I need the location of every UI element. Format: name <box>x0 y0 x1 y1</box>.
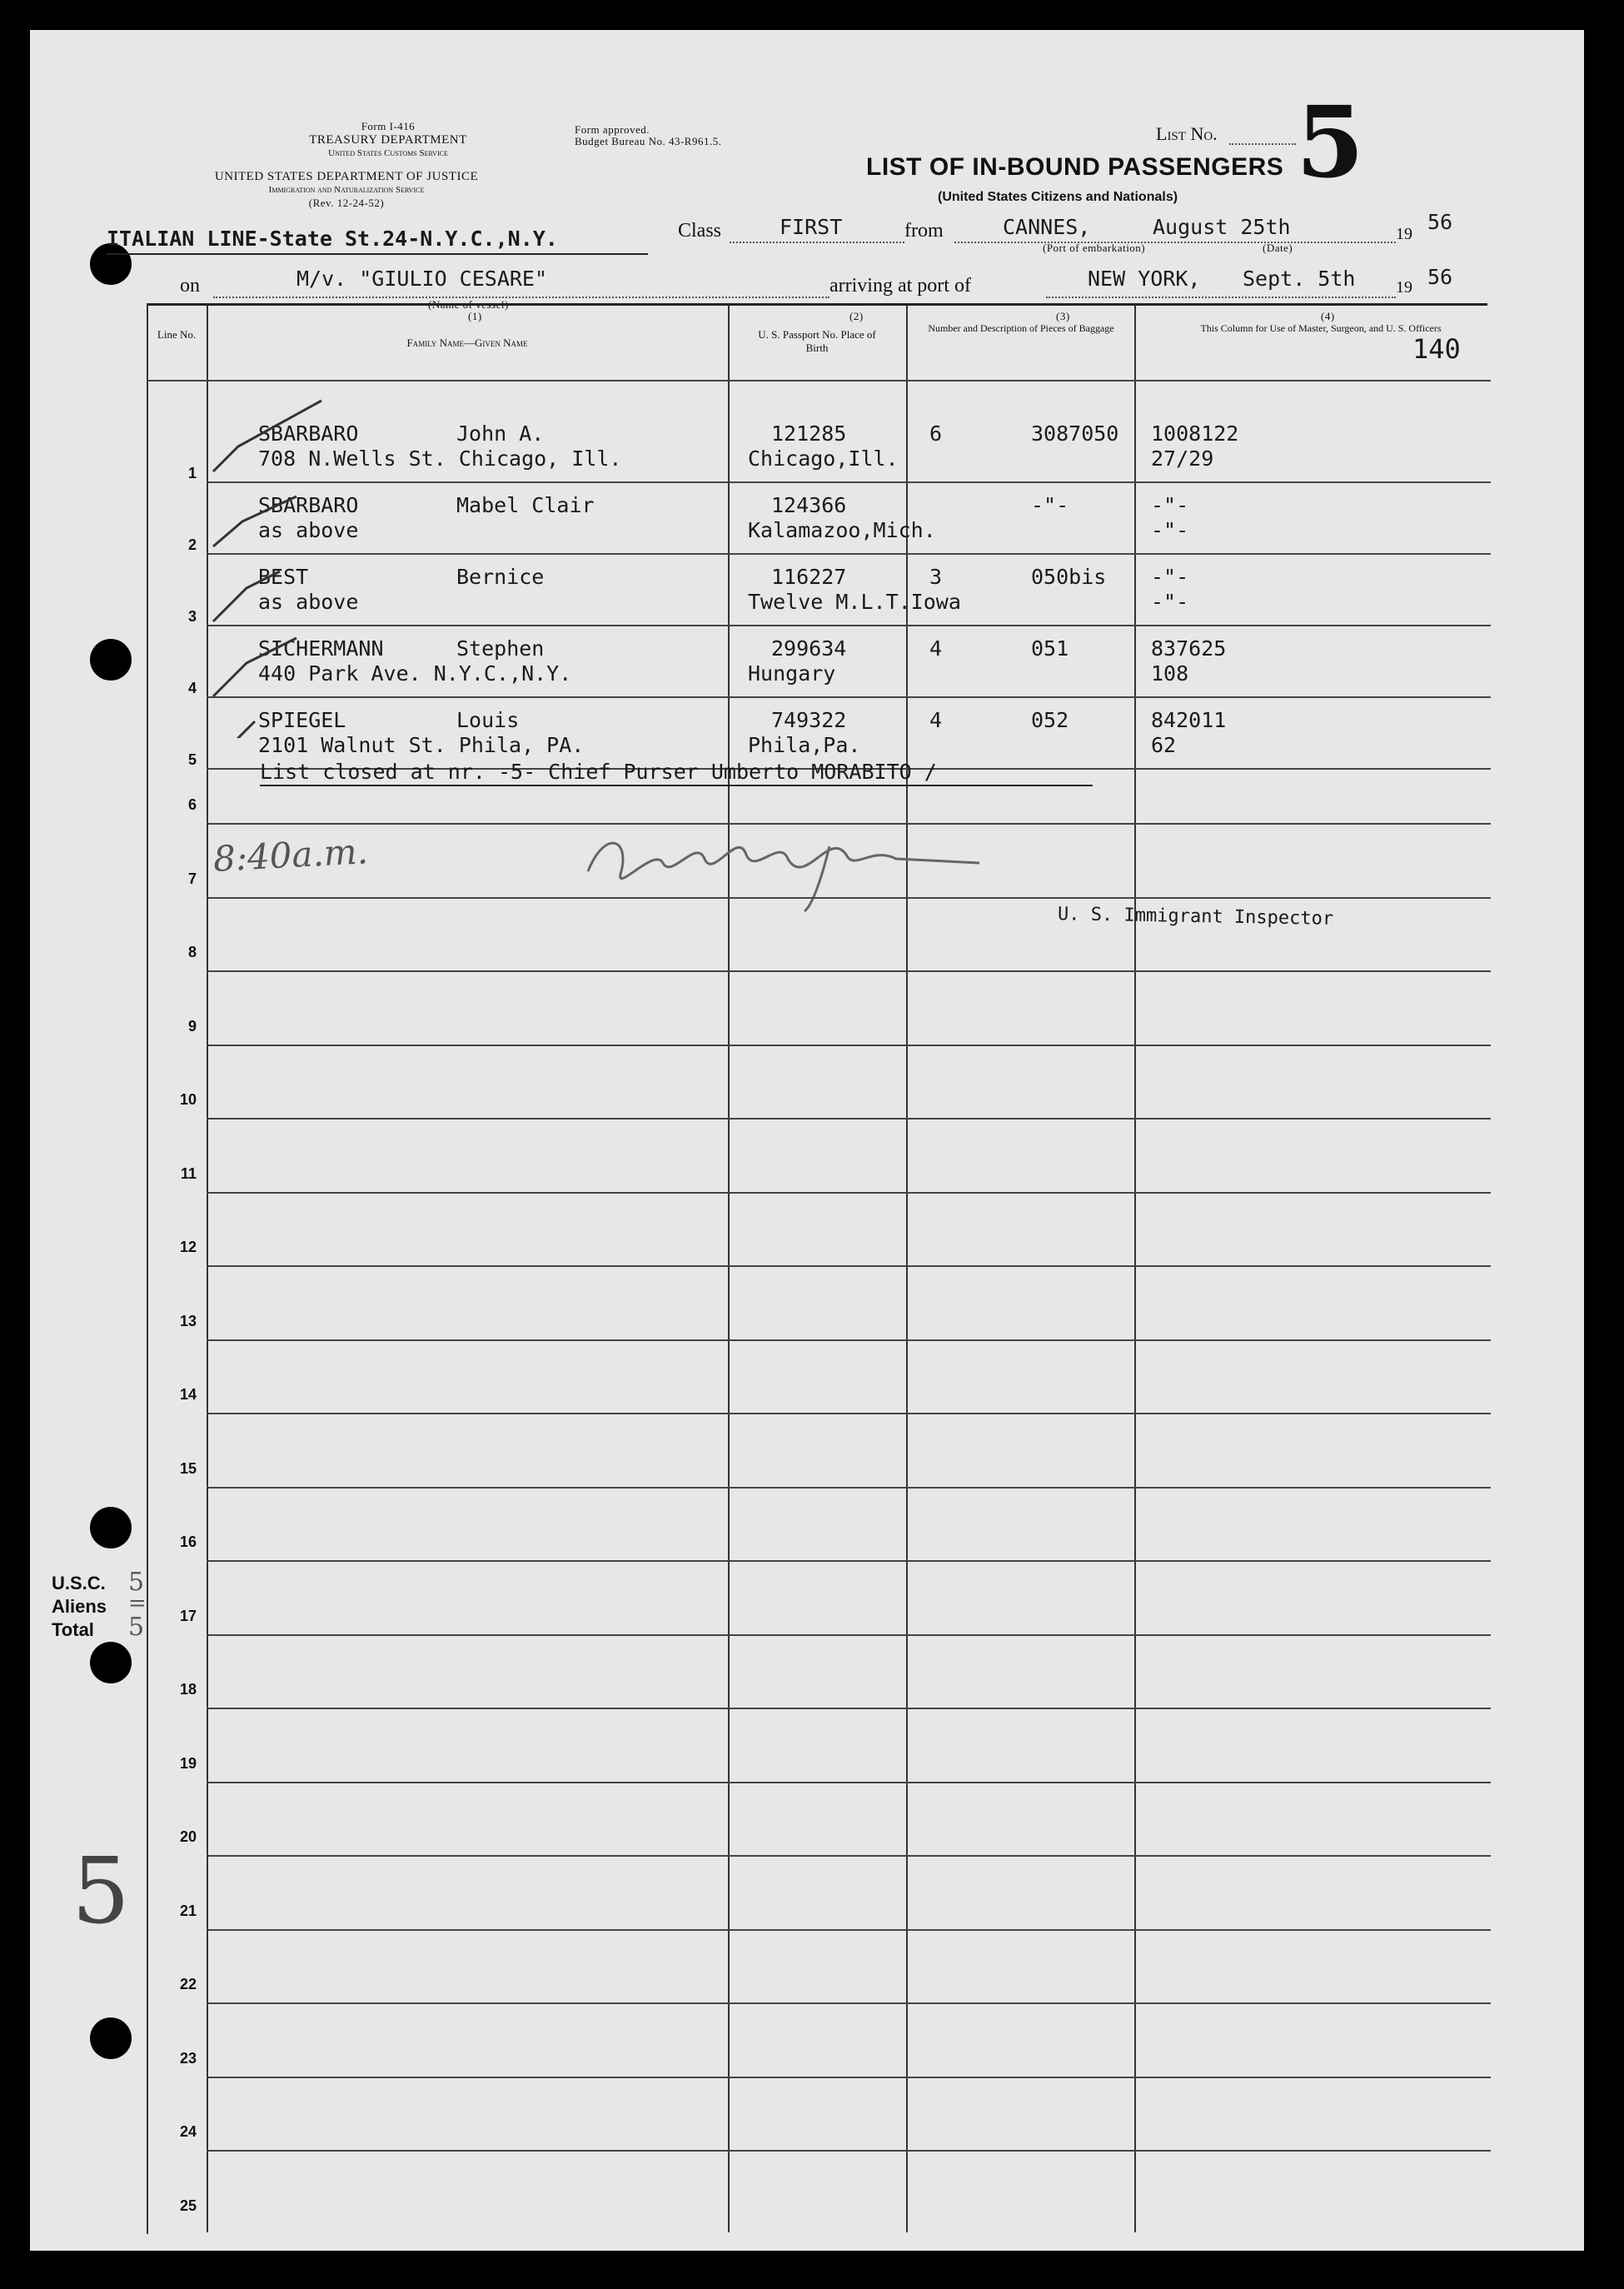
row-rule <box>207 1855 1491 1857</box>
given-name: John A. <box>456 421 545 446</box>
passport-number: 299634 <box>771 636 847 661</box>
passport-number: 121285 <box>771 421 847 446</box>
line-number: 20 <box>179 1828 197 1845</box>
officer-note-1: -"- <box>1151 493 1189 517</box>
family-name: SICHERMANN <box>258 636 384 661</box>
budget-bureau: Budget Bureau No. 43-R961.5. <box>575 135 722 147</box>
line-number: 24 <box>179 2123 197 2140</box>
col-num-2: (2) <box>849 310 864 322</box>
col-num-1: (1) <box>468 310 482 322</box>
baggage-tag: 051 <box>1031 636 1069 661</box>
family-name: SBARBARO <box>258 421 359 446</box>
line-number: 13 <box>179 1312 197 1329</box>
col-header-line-no: Line No. <box>157 328 197 341</box>
baggage-pieces: 6 <box>929 421 943 446</box>
punch-hole <box>90 1507 132 1548</box>
usc-count: 5 <box>128 1568 145 1597</box>
col-header-name: Family Name—Given Name <box>406 337 528 349</box>
row-rule <box>207 1192 1491 1194</box>
address: 708 N.Wells St. Chicago, Ill. <box>258 446 622 471</box>
baggage-pieces: 3 <box>929 565 943 589</box>
ins-service: Immigration and Naturalization Service <box>268 185 425 195</box>
punch-hole <box>90 639 132 681</box>
year-prefix: 19 <box>1396 225 1412 243</box>
baggage-pieces: 4 <box>929 708 943 732</box>
line-number: 22 <box>179 1976 197 1992</box>
row-rule <box>207 1634 1491 1636</box>
row-rule <box>207 625 1491 626</box>
place-of-birth: Chicago,Ill. <box>748 446 899 471</box>
document-sheet <box>30 30 1584 2251</box>
row-rule <box>207 1560 1491 1562</box>
row-rule <box>207 1045 1491 1046</box>
address: 440 Park Ave. N.Y.C.,N.Y. <box>258 661 572 686</box>
justice-dept: UNITED STATES DEPARTMENT OF JUSTICE <box>214 170 479 183</box>
line-number: 11 <box>180 1164 197 1182</box>
passport-number: 116227 <box>771 565 847 589</box>
treasury-dept: TREASURY DEPARTMENT <box>309 133 467 147</box>
place-of-birth: Phila,Pa. <box>748 733 861 757</box>
address: as above <box>258 518 359 542</box>
given-name: Mabel Clair <box>456 493 595 517</box>
baggage-tag: -"- <box>1031 493 1069 517</box>
line-number: 25 <box>179 2197 197 2214</box>
family-name: SBARBARO <box>258 493 359 517</box>
line-number: 16 <box>179 1533 197 1550</box>
row-rule <box>207 696 1491 698</box>
line-number: 1 <box>187 465 197 481</box>
row-rule <box>207 1413 1491 1414</box>
line-number: 7 <box>187 870 197 887</box>
row-rule <box>207 1487 1491 1489</box>
line-number: 8 <box>187 944 197 960</box>
total-label: Total <box>52 1619 94 1640</box>
inspector-label: U. S. Immigrant Inspector <box>1057 904 1334 930</box>
form-title: LIST OF IN-BOUND PASSENGERS <box>866 153 1284 181</box>
row-rule <box>207 481 1491 483</box>
baggage-tag: 3087050 <box>1031 421 1119 446</box>
row-rule <box>207 823 1491 825</box>
form-revision: (Rev. 12-24-52) <box>308 197 385 209</box>
family-name: BEST <box>258 565 309 589</box>
col-header-passport: U. S. Passport No. Place of Birth <box>758 328 876 354</box>
port-embark-caption: (Port of embarkation) <box>1043 242 1146 254</box>
year-value: 56 <box>1427 210 1453 234</box>
line-number: 18 <box>179 1681 197 1698</box>
aliens-count: = <box>128 1591 147 1616</box>
arrival-date: Sept. 5th <box>1243 267 1356 291</box>
total-count: 5 <box>128 1613 145 1642</box>
from-label: from <box>904 220 944 242</box>
punch-hole <box>90 1642 132 1683</box>
officer-note-2: 62 <box>1151 733 1177 757</box>
embark-port: CANNES, <box>1003 215 1091 239</box>
arrival-port: NEW YORK, <box>1088 267 1201 291</box>
officer-note-2: 27/29 <box>1151 446 1214 471</box>
officer-note-1: -"- <box>1151 565 1189 589</box>
col-header-baggage: Number and Description of Pieces of Baggage <box>928 322 1114 334</box>
row-rule <box>207 1118 1491 1120</box>
customs-service: United States Customs Service <box>328 148 448 158</box>
family-name: SPIEGEL <box>258 708 346 732</box>
officer-note-1: 837625 <box>1151 636 1227 661</box>
row-rule <box>207 1339 1491 1341</box>
arriving-label: arriving at port of <box>829 275 971 297</box>
aliens-label: Aliens <box>52 1596 107 1617</box>
closing-statement: List closed at nr. -5- Chief Purser Umberto MORABITO / <box>260 760 937 784</box>
row-rule <box>207 1782 1491 1783</box>
row-rule <box>207 897 1491 899</box>
passport-number: 124366 <box>771 493 847 517</box>
line-number: 19 <box>179 1754 197 1772</box>
line-number: 21 <box>179 1902 197 1919</box>
place-of-birth: Hungary <box>748 661 836 686</box>
baggage-tag: 052 <box>1031 708 1069 732</box>
class-label: Class <box>678 220 722 242</box>
baggage-tag: 050bis <box>1031 565 1107 589</box>
class-value: FIRST <box>780 215 843 239</box>
row-rule <box>207 553 1491 555</box>
officer-note-2: -"- <box>1151 518 1189 542</box>
line-number: 6 <box>187 796 197 813</box>
line-number: 15 <box>179 1459 197 1477</box>
given-name: Louis <box>456 708 520 732</box>
line-number: 4 <box>187 680 197 696</box>
row-rule <box>207 970 1491 972</box>
col-num-4: (4) <box>1321 310 1335 322</box>
year-value: 56 <box>1427 265 1453 289</box>
row-rule <box>207 1708 1491 1709</box>
vessel-name: M/v. "GIULIO CESARE" <box>296 267 548 291</box>
baggage-pieces: 4 <box>929 636 943 661</box>
line-number: 9 <box>187 1017 197 1035</box>
place-of-birth: Kalamazoo,Mich. <box>748 518 936 542</box>
usc-label: U.S.C. <box>52 1573 106 1593</box>
punch-hole <box>90 2017 132 2059</box>
inspector-time: 8:40a.m. <box>212 830 370 880</box>
line-number: 17 <box>179 1607 197 1624</box>
given-name: Stephen <box>456 636 545 661</box>
address: as above <box>258 590 359 614</box>
year-prefix: 19 <box>1396 278 1412 297</box>
address: 2101 Walnut St. Phila, PA. <box>258 733 585 757</box>
row-rule <box>207 2077 1491 2078</box>
place-of-birth: Twelve M.L.T.Iowa <box>748 590 961 614</box>
date-caption: (Date) <box>1263 242 1293 254</box>
line-number: 23 <box>179 2049 197 2067</box>
shipping-line: ITALIAN LINE-State St.24-N.Y.C.,N.Y. <box>107 227 558 251</box>
row-rule <box>207 2150 1491 2152</box>
form-approved: Form approved. <box>575 123 650 136</box>
col-header-officers: This Column for Use of Master, Surgeon, and U. S. Officers <box>1200 322 1442 334</box>
officer-note-2: -"- <box>1151 590 1189 614</box>
list-number: 5 <box>1296 84 1365 200</box>
line-number: 12 <box>179 1239 197 1255</box>
line-number: 10 <box>179 1091 197 1108</box>
margin-number: 5 <box>72 1838 130 1944</box>
line-number: 3 <box>187 608 197 625</box>
on-label: on <box>180 275 200 297</box>
passport-number: 749322 <box>771 708 847 732</box>
officer-note-1: 842011 <box>1151 708 1227 732</box>
page-number: 140 <box>1412 333 1461 365</box>
form-number: Form I-416 <box>361 120 416 132</box>
col-num-3: (3) <box>1056 310 1070 322</box>
line-number: 14 <box>179 1386 197 1403</box>
list-no-label: List No. <box>1156 123 1218 144</box>
embark-date: August 25th <box>1153 215 1291 239</box>
row-rule <box>207 2002 1491 2004</box>
form-subtitle: (United States Citizens and Nationals) <box>938 190 1178 204</box>
check-marks <box>197 388 346 738</box>
line-number: 5 <box>187 751 197 768</box>
row-rule <box>207 1929 1491 1931</box>
officer-note-1: 1008122 <box>1151 421 1239 446</box>
officer-note-2: 108 <box>1151 661 1189 686</box>
given-name: Bernice <box>456 565 545 589</box>
row-rule <box>207 1265 1491 1267</box>
line-number: 2 <box>187 536 197 553</box>
